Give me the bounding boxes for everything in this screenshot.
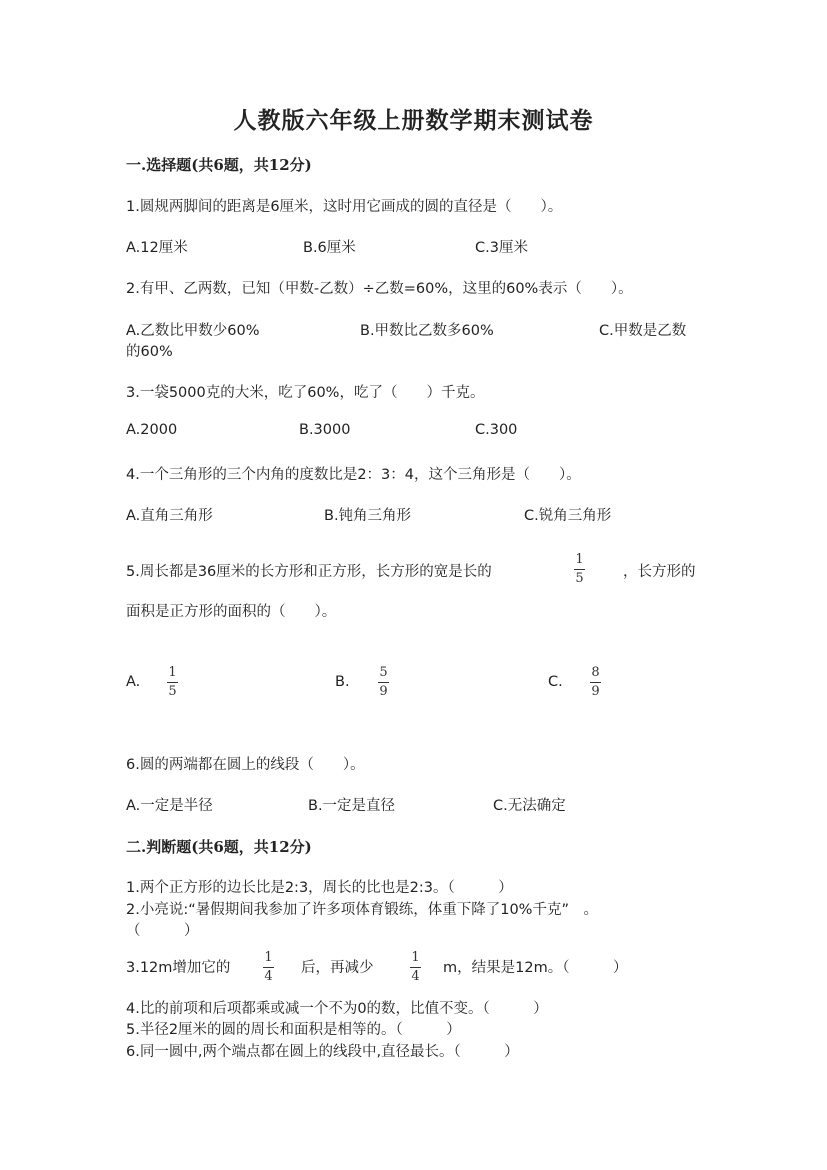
fraction-denominator: 5 [168,684,177,699]
fraction-denominator: 4 [264,969,273,984]
question-3-stem: 3.一袋5000克的大米，吃了60%，吃了（ ）千克。 [126,385,485,401]
question-5-option-a: A. [126,674,141,690]
question-6-option-b: B.一定是直径 [308,798,396,814]
judgement-3-fraction-1 [263,951,274,984]
judgement-2: 2.小亮说:“暑假期间我参加了许多项体育锻练，体重下降了10%千克” 。 [126,902,598,918]
judgement-4: 4.比的前项和后项都乘或减一个不为0的数，比值不变。（ ） [126,1001,548,1017]
fraction-numerator: 1 [411,950,420,965]
question-5-stem-continued: ，长方形的 [623,564,696,580]
question-2-option-b: B.甲数比乙数多60% [360,323,494,339]
question-5-stem-fraction [574,553,585,586]
question-2-option-c: C.甲数是乙数 [599,323,687,339]
judgement-5: 5.半径2厘米的圆的周长和面积是相等的。（ ） [126,1022,461,1038]
fraction-numerator: 1 [264,950,273,965]
question-4-option-c: C.锐角三角形 [524,508,612,524]
judgement-6: 6.同一圆中,两个端点都在圆上的线段中,直径最长。（ ） [126,1044,519,1060]
question-1-option-b: B.6厘米 [303,240,356,256]
fraction-bar [410,967,421,968]
question-6-option-a: A.一定是半径 [126,798,213,814]
judgement-3-mid: 后，再减少 [301,960,374,976]
fraction-numerator: 1 [575,552,584,567]
judgement-3-post: m，结果是12m。（ ） [443,960,628,976]
question-5-option-c: C. [548,674,563,690]
question-5-option-c-fraction [590,666,601,699]
judgement-3-pre: 3.12m增加它的 [126,960,231,976]
fraction-bar [590,682,601,683]
fraction-numerator: 1 [168,665,177,680]
question-5-stem: 5.周长都是36厘米的长方形和正方形，长方形的宽是长的 [126,564,492,580]
question-4-option-a: A.直角三角形 [126,508,213,524]
question-5-option-b-fraction [378,666,389,699]
question-1-option-a: A.12厘米 [126,240,188,256]
question-3-option-a: A.2000 [126,422,178,438]
question-6-option-c: C.无法确定 [493,798,566,814]
question-1-option-c: C.3厘米 [475,240,528,256]
question-5-option-b: B. [335,674,350,690]
question-3-option-b: B.3000 [299,422,351,438]
fraction-denominator: 4 [411,969,420,984]
fraction-bar [263,967,274,968]
fraction-bar [378,682,389,683]
question-2-stem: 2.有甲、乙两数，已知（甲数-乙数）÷乙数=60%，这里的60%表示（ ）。 [126,281,633,297]
fraction-denominator: 5 [575,571,584,586]
judgement-2-continued: （ ） [126,923,199,939]
question-2-option-a: A.乙数比甲数少60% [126,323,260,339]
section-heading-judgement: 二.判断题(共6题，共12分) [126,838,312,856]
fraction-denominator: 9 [591,684,600,699]
question-4-option-b: B.钝角三角形 [324,508,412,524]
question-4-stem: 4.一个三角形的三个内角的度数比是2：3：4，这个三角形是（ ）。 [126,467,581,483]
fraction-bar [167,682,178,683]
question-2-option-c-continued: 的60% [126,344,173,360]
judgement-3-fraction-2 [410,951,421,984]
section-heading-choice: 一.选择题(共6题，共12分) [126,156,312,174]
question-5-stem-line2: 面积是正方形的面积的（ ）。 [126,604,337,620]
page-title: 人教版六年级上册数学期末测试卷 [233,107,594,134]
fraction-denominator: 9 [379,684,388,699]
fraction-bar [574,569,585,570]
question-1-stem: 1.圆规两脚间的距离是6厘米，这时用它画成的圆的直径是（ ）。 [126,199,563,215]
fraction-numerator: 8 [591,665,600,680]
question-6-stem: 6.圆的两端都在圆上的线段（ ）。 [126,757,365,773]
question-3-option-c: C.300 [475,422,518,438]
judgement-1: 1.两个正方形的边长比是2:3，周长的比也是2:3。（ ） [126,880,513,896]
question-5-option-a-fraction [167,666,178,699]
fraction-numerator: 5 [379,665,388,680]
